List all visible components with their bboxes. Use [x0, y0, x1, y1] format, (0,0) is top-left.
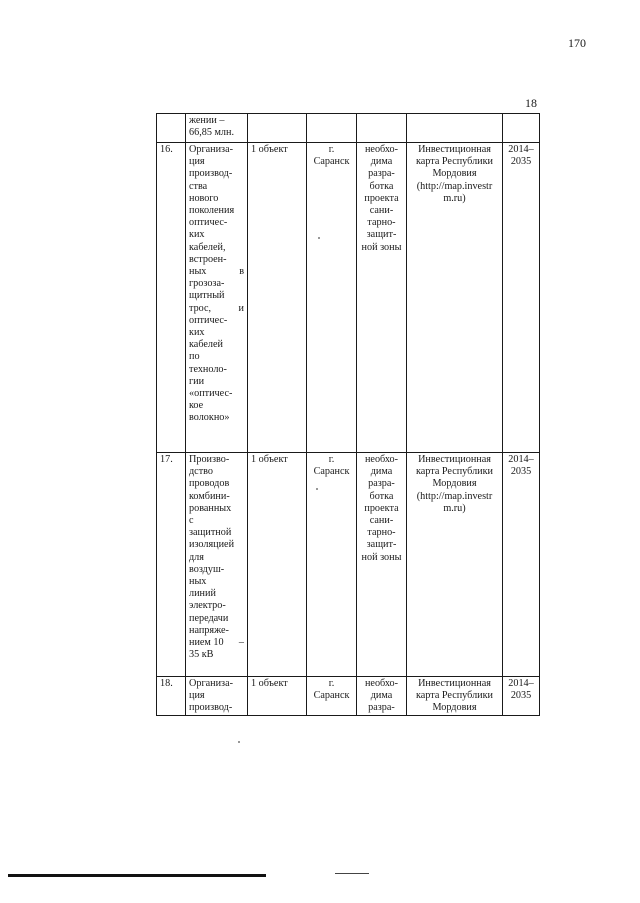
cell-line: сани- [369, 515, 394, 527]
cell-line: Инвестиционная [418, 454, 491, 465]
cell-line: дима [370, 466, 393, 478]
cell-line: m.ru) [443, 502, 466, 514]
table-row [157, 677, 540, 716]
registry-table [156, 113, 540, 716]
cell-line: Инвестиционная [418, 678, 491, 689]
cell-line: дима [370, 156, 393, 168]
cell-line: встроен- [189, 253, 227, 265]
cell-number: 16. [157, 143, 186, 453]
cell-line: ной зоны [361, 551, 402, 563]
cell-quantity [248, 114, 307, 143]
cell-line: защит- [366, 539, 397, 551]
cell-line: ких [189, 327, 205, 339]
cell-line: сани- [369, 205, 394, 217]
cell-line: для [189, 551, 204, 563]
cell-quantity: 1 объект [248, 453, 307, 677]
scan-speck [316, 488, 318, 490]
cell-period [503, 114, 540, 143]
cell-line: ных в [189, 266, 244, 278]
cell-line: нового [189, 192, 219, 204]
cell-line: производ- [189, 168, 233, 180]
cell-line: кое [189, 400, 204, 412]
cell-location [307, 114, 357, 143]
cell-line: ция [189, 156, 205, 168]
cell-line: передачи [189, 612, 229, 624]
cell-line: (http://map.investr [416, 490, 493, 502]
cell-line: кабелей [189, 339, 223, 351]
cell-line: Произво- [189, 454, 230, 465]
page-number: 170 [568, 36, 586, 50]
cell-line: трос, и [189, 302, 244, 314]
cell-source [407, 143, 503, 453]
cell-line: Мордовия [432, 168, 477, 180]
cell-line: рованных [189, 502, 232, 514]
cell-line: ной зоны [361, 241, 402, 253]
cell-line: необхо- [364, 454, 399, 465]
cell-line: 2035 [510, 466, 532, 478]
cell-line: гии [189, 375, 205, 387]
cell-line: (http://map.investr [416, 180, 493, 192]
cell-line: тарно- [367, 527, 396, 539]
cell-line: 2014– [508, 144, 534, 155]
cell-line: ботка [369, 180, 394, 192]
cell-line: грозоза- [189, 278, 225, 290]
cell-quantity: 1 объект [248, 677, 307, 716]
cell-line: Мордовия [432, 478, 477, 490]
cell-location [307, 453, 357, 677]
cell-object-name [186, 453, 248, 677]
cell-source [407, 677, 503, 716]
cell-line: дима [370, 690, 393, 702]
cell-line: Саранск [313, 466, 350, 478]
cell-line: Мордовия [432, 702, 477, 714]
cell-line: разра- [368, 702, 395, 714]
cell-line: напряже- [189, 624, 229, 636]
cell-line: производ- [189, 702, 233, 714]
cell-line: Организа- [189, 144, 233, 155]
cell-line: 2035 [510, 156, 532, 168]
cell-line: тарно- [367, 217, 396, 229]
cell-period [503, 677, 540, 716]
cell-line: m.ru) [443, 192, 466, 204]
scan-speck [318, 237, 320, 239]
cell-line: карта Республики [415, 466, 494, 478]
cell-line: г. [328, 144, 335, 155]
cell-line: нием 10 – [189, 637, 244, 649]
cell-line: 2014– [508, 454, 534, 465]
cell-line: волокно» [189, 412, 230, 424]
cell-line: ства [189, 180, 208, 192]
scan-speck [238, 741, 240, 743]
cell-line: разра- [368, 168, 395, 180]
cell-line: оптичес- [189, 217, 228, 229]
cell-source [407, 114, 503, 143]
cell-line: комбини- [189, 490, 230, 502]
cell-period [503, 143, 540, 453]
cell-line: защитной [189, 527, 232, 539]
cell-line: Организа- [189, 678, 233, 689]
cell-line: изоляцией [189, 539, 235, 551]
cell-object-name [186, 114, 248, 143]
cell-line: карта Республики [415, 156, 494, 168]
cell-line: жении – [189, 115, 225, 126]
cell-line: 2035 [510, 690, 532, 702]
cell-line: г. [328, 454, 335, 465]
cell-line: 66,85 млн. [189, 127, 234, 139]
cell-line: оптичес- [189, 314, 228, 326]
cell-line: поколения [189, 205, 235, 217]
cell-line: проекта [364, 502, 399, 514]
cell-period [503, 453, 540, 677]
cell-line: электро- [189, 600, 226, 612]
cell-line: ных [189, 576, 207, 588]
cell-line: разра- [368, 478, 395, 490]
cell-requirement [357, 677, 407, 716]
table-row [157, 453, 540, 677]
cell-number: 18. [157, 677, 186, 716]
table-row [157, 143, 540, 453]
cell-line: воздуш- [189, 563, 225, 575]
cell-requirement [357, 114, 407, 143]
cell-line: дство [189, 466, 213, 478]
cell-line: с [189, 515, 194, 527]
cell-object-name [186, 143, 248, 453]
cell-location [307, 143, 357, 453]
cell-line: защит- [366, 229, 397, 241]
cell-line: Саранск [313, 690, 350, 702]
cell-line: ция [189, 690, 205, 702]
cell-line: ботка [369, 490, 394, 502]
cell-location [307, 677, 357, 716]
cell-line: кабелей, [189, 241, 226, 253]
cell-line: техноло- [189, 363, 227, 375]
cell-line: «оптичес- [189, 388, 233, 400]
cell-quantity: 1 объект [248, 143, 307, 453]
cell-number [157, 114, 186, 143]
cell-line: по [189, 351, 200, 363]
cell-line: ких [189, 229, 205, 241]
cell-line: Инвестиционная [418, 144, 491, 155]
cell-line: щитный [189, 290, 225, 302]
cell-line: г. [328, 678, 335, 689]
cell-source [407, 453, 503, 677]
scan-mark [335, 873, 369, 874]
cell-line: необхо- [364, 678, 399, 689]
cell-line: необхо- [364, 144, 399, 155]
cell-line: карта Республики [415, 690, 494, 702]
cell-line: 2014– [508, 678, 534, 689]
cell-line: 35 кВ [189, 649, 214, 661]
scan-edge-rule [8, 874, 266, 877]
cell-line: Саранск [313, 156, 350, 168]
cell-requirement [357, 143, 407, 453]
cell-line: линий [189, 588, 216, 600]
cell-line: проводов [189, 478, 230, 490]
cell-object-name [186, 677, 248, 716]
cell-line: проекта [364, 192, 399, 204]
table-row [157, 114, 540, 143]
cell-number: 17. [157, 453, 186, 677]
inner-page-number: 18 [525, 96, 537, 110]
cell-requirement [357, 453, 407, 677]
